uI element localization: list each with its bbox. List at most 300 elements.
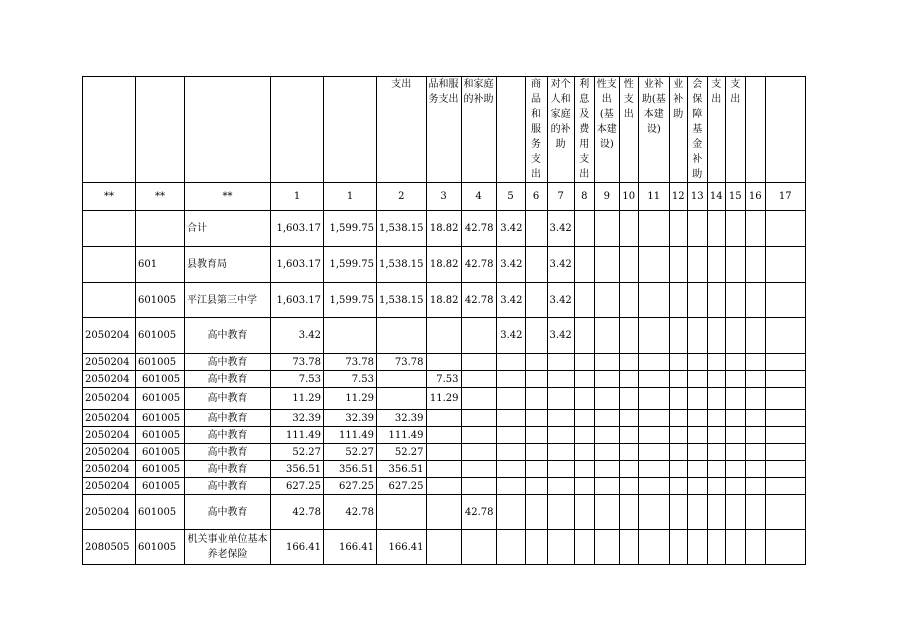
function-code: 2050204 (83, 371, 136, 388)
function-code (83, 247, 136, 283)
empty-cell (594, 211, 619, 247)
empty-cell (594, 427, 619, 444)
empty-cell (687, 388, 707, 410)
empty-cell (745, 247, 765, 283)
column-number: 15 (725, 183, 745, 211)
empty-cell (594, 247, 619, 283)
empty-cell (745, 211, 765, 247)
column-number: 1 (271, 183, 324, 211)
empty-cell (638, 283, 669, 318)
unit-code: 601005 (136, 388, 185, 410)
empty-cell (687, 495, 707, 530)
header-cell (745, 77, 765, 183)
empty-cell (765, 211, 805, 247)
empty-cell (619, 478, 638, 495)
column-number: 8 (574, 183, 594, 211)
amount-cell (525, 388, 547, 410)
empty-cell (765, 388, 805, 410)
amount-cell: 73.78 (377, 354, 427, 371)
amount-cell: 73.78 (271, 354, 324, 371)
empty-cell (707, 371, 725, 388)
empty-cell (594, 354, 619, 371)
amount-cell: 42.78 (324, 495, 377, 530)
header-cell: 商品和服务支出 (525, 77, 547, 183)
amount-cell (496, 461, 525, 478)
item-name: 合计 (185, 211, 271, 247)
header-cell (83, 77, 136, 183)
table-row (83, 318, 806, 354)
amount-cell (525, 410, 547, 427)
empty-cell (707, 283, 725, 318)
item-name: 平江县第三中学 (185, 283, 271, 318)
empty-cell (725, 410, 745, 427)
amount-cell: 356.51 (324, 461, 377, 478)
empty-cell (687, 354, 707, 371)
unit-code (136, 211, 185, 247)
amount-cell (426, 427, 461, 444)
empty-cell (745, 478, 765, 495)
amount-cell (525, 530, 547, 565)
empty-cell (725, 444, 745, 461)
amount-cell: 42.78 (271, 495, 324, 530)
empty-cell (765, 427, 805, 444)
empty-cell (594, 388, 619, 410)
empty-cell (619, 247, 638, 283)
empty-cell (619, 495, 638, 530)
amount-cell: 11.29 (271, 388, 324, 410)
table-row (83, 388, 806, 410)
amount-cell: 32.39 (377, 410, 427, 427)
empty-cell (765, 478, 805, 495)
empty-cell (638, 478, 669, 495)
function-code: 2050204 (83, 461, 136, 478)
column-number: 14 (707, 183, 725, 211)
empty-cell (707, 410, 725, 427)
header-cell: 支出 (707, 77, 725, 183)
amount-cell: 1,603.17 (271, 211, 324, 247)
empty-cell (638, 461, 669, 478)
amount-cell: 1,599.75 (324, 247, 377, 283)
table-row (83, 283, 806, 318)
empty-cell (594, 461, 619, 478)
empty-cell (707, 478, 725, 495)
amount-cell: 166.41 (377, 530, 427, 565)
column-number: 4 (461, 183, 496, 211)
empty-cell (574, 247, 594, 283)
amount-cell: 111.49 (377, 427, 427, 444)
amount-cell: 7.53 (271, 371, 324, 388)
amount-cell (547, 530, 574, 565)
empty-cell (687, 283, 707, 318)
empty-cell (574, 495, 594, 530)
empty-cell (745, 283, 765, 318)
empty-cell (707, 495, 725, 530)
column-number: ** (136, 183, 185, 211)
amount-cell (426, 410, 461, 427)
empty-cell (574, 371, 594, 388)
empty-cell (619, 461, 638, 478)
unit-code: 601005 (136, 444, 185, 461)
amount-cell: 3.42 (496, 211, 525, 247)
empty-cell (765, 371, 805, 388)
amount-cell: 52.27 (377, 444, 427, 461)
amount-cell (525, 478, 547, 495)
amount-cell (547, 388, 574, 410)
empty-cell (725, 283, 745, 318)
empty-cell (687, 211, 707, 247)
empty-cell (707, 530, 725, 565)
table-row (83, 247, 806, 283)
empty-cell (669, 530, 687, 565)
header-cell (136, 77, 185, 183)
unit-code: 601005 (136, 427, 185, 444)
empty-cell (669, 410, 687, 427)
amount-cell: 32.39 (324, 410, 377, 427)
empty-cell (725, 247, 745, 283)
empty-cell (707, 427, 725, 444)
column-number: 5 (496, 183, 525, 211)
empty-cell (574, 530, 594, 565)
empty-cell (725, 318, 745, 354)
amount-cell: 3.42 (271, 318, 324, 354)
amount-cell (461, 444, 496, 461)
unit-code: 601005 (136, 410, 185, 427)
empty-cell (687, 427, 707, 444)
column-number: 11 (638, 183, 669, 211)
empty-cell (638, 318, 669, 354)
table-row (83, 461, 806, 478)
empty-cell (765, 247, 805, 283)
empty-cell (765, 354, 805, 371)
empty-cell (669, 478, 687, 495)
function-code: 2080505 (83, 530, 136, 565)
amount-cell: 11.29 (324, 388, 377, 410)
empty-cell (619, 530, 638, 565)
empty-cell (574, 318, 594, 354)
empty-cell (745, 427, 765, 444)
empty-cell (669, 247, 687, 283)
item-name: 高中教育 (185, 354, 271, 371)
empty-cell (574, 461, 594, 478)
empty-cell (619, 354, 638, 371)
empty-cell (765, 318, 805, 354)
empty-cell (619, 211, 638, 247)
empty-cell (745, 318, 765, 354)
amount-cell (496, 354, 525, 371)
empty-cell (638, 371, 669, 388)
empty-cell (638, 427, 669, 444)
function-code: 2050204 (83, 444, 136, 461)
empty-cell (669, 371, 687, 388)
empty-cell (745, 461, 765, 478)
header-cell: 品和服务支出 (426, 77, 461, 183)
amount-cell (461, 318, 496, 354)
empty-cell (745, 495, 765, 530)
empty-cell (594, 410, 619, 427)
empty-cell (725, 530, 745, 565)
amount-cell (496, 478, 525, 495)
empty-cell (687, 478, 707, 495)
amount-cell (426, 461, 461, 478)
item-name: 高中教育 (185, 461, 271, 478)
amount-cell: 18.82 (426, 247, 461, 283)
empty-cell (619, 283, 638, 318)
amount-cell (324, 318, 377, 354)
function-code (83, 283, 136, 318)
budget-table (82, 76, 806, 565)
empty-cell (687, 444, 707, 461)
amount-cell: 18.82 (426, 283, 461, 318)
column-number: 16 (745, 183, 765, 211)
empty-cell (687, 530, 707, 565)
empty-cell (707, 388, 725, 410)
amount-cell (461, 388, 496, 410)
empty-cell (574, 354, 594, 371)
table-row (83, 354, 806, 371)
empty-cell (725, 388, 745, 410)
unit-code: 601 (136, 247, 185, 283)
amount-cell (525, 318, 547, 354)
amount-cell (525, 495, 547, 530)
amount-cell: 3.42 (496, 318, 525, 354)
header-cell (496, 77, 525, 183)
column-number: 12 (669, 183, 687, 211)
empty-cell (594, 318, 619, 354)
amount-cell: 1,603.17 (271, 283, 324, 318)
empty-cell (745, 410, 765, 427)
empty-cell (574, 427, 594, 444)
empty-cell (638, 410, 669, 427)
empty-cell (669, 318, 687, 354)
amount-cell (525, 461, 547, 478)
amount-cell (547, 410, 574, 427)
amount-cell (496, 427, 525, 444)
unit-code: 601005 (136, 371, 185, 388)
function-code: 2050204 (83, 354, 136, 371)
amount-cell: 7.53 (426, 371, 461, 388)
unit-code: 601005 (136, 495, 185, 530)
amount-cell: 7.53 (324, 371, 377, 388)
column-number-row (83, 183, 806, 211)
unit-code: 601005 (136, 530, 185, 565)
amount-cell: 11.29 (426, 388, 461, 410)
empty-cell (669, 283, 687, 318)
table-row (83, 495, 806, 530)
column-number: 2 (377, 183, 427, 211)
item-name: 机关事业单位基本养老保险 (185, 530, 271, 565)
item-name: 高中教育 (185, 371, 271, 388)
function-code: 2050204 (83, 495, 136, 530)
empty-cell (687, 371, 707, 388)
amount-cell (426, 444, 461, 461)
empty-cell (574, 211, 594, 247)
amount-cell (377, 388, 427, 410)
amount-cell: 42.78 (461, 283, 496, 318)
amount-cell: 1,599.75 (324, 211, 377, 247)
amount-cell (547, 371, 574, 388)
empty-cell (669, 388, 687, 410)
header-cell (765, 77, 805, 183)
column-number: 13 (687, 183, 707, 211)
empty-cell (669, 211, 687, 247)
unit-code: 601005 (136, 283, 185, 318)
amount-cell: 1,538.15 (377, 283, 427, 318)
amount-cell: 3.42 (547, 283, 574, 318)
empty-cell (594, 530, 619, 565)
empty-cell (638, 444, 669, 461)
function-code: 2050204 (83, 427, 136, 444)
amount-cell: 52.27 (271, 444, 324, 461)
empty-cell (707, 444, 725, 461)
amount-cell (547, 444, 574, 461)
amount-cell: 52.27 (324, 444, 377, 461)
unit-code: 601005 (136, 461, 185, 478)
column-number: ** (185, 183, 271, 211)
amount-cell (525, 354, 547, 371)
amount-cell: 627.25 (324, 478, 377, 495)
empty-cell (765, 444, 805, 461)
amount-cell (426, 354, 461, 371)
amount-cell (461, 530, 496, 565)
amount-cell (547, 478, 574, 495)
empty-cell (594, 478, 619, 495)
amount-cell: 111.49 (271, 427, 324, 444)
amount-cell: 42.78 (461, 247, 496, 283)
empty-cell (687, 318, 707, 354)
header-cell: 性支出(基本建设) (594, 77, 619, 183)
table-row (83, 211, 806, 247)
amount-cell: 627.25 (271, 478, 324, 495)
empty-cell (638, 247, 669, 283)
empty-cell (574, 444, 594, 461)
amount-cell: 1,603.17 (271, 247, 324, 283)
empty-cell (619, 388, 638, 410)
empty-cell (669, 444, 687, 461)
amount-cell (377, 371, 427, 388)
amount-cell: 356.51 (271, 461, 324, 478)
amount-cell: 3.42 (496, 283, 525, 318)
header-cell (324, 77, 377, 183)
empty-cell (707, 318, 725, 354)
empty-cell (594, 371, 619, 388)
table-row (83, 478, 806, 495)
unit-code: 601005 (136, 354, 185, 371)
empty-cell (669, 354, 687, 371)
amount-cell (547, 354, 574, 371)
table-row (83, 427, 806, 444)
amount-cell: 1,538.15 (377, 247, 427, 283)
amount-cell: 42.78 (461, 495, 496, 530)
header-cell: 和家庭的补助 (461, 77, 496, 183)
empty-cell (574, 283, 594, 318)
empty-cell (725, 211, 745, 247)
header-cell (271, 77, 324, 183)
empty-cell (707, 461, 725, 478)
unit-code: 601005 (136, 478, 185, 495)
amount-cell: 3.42 (496, 247, 525, 283)
empty-cell (669, 495, 687, 530)
amount-cell (426, 495, 461, 530)
empty-cell (745, 444, 765, 461)
amount-cell: 166.41 (271, 530, 324, 565)
table-row (83, 410, 806, 427)
amount-cell (461, 461, 496, 478)
empty-cell (638, 211, 669, 247)
item-name: 高中教育 (185, 444, 271, 461)
empty-cell (745, 388, 765, 410)
function-code: 2050204 (83, 318, 136, 354)
empty-cell (725, 371, 745, 388)
header-cell: 性支出 (619, 77, 638, 183)
empty-cell (745, 371, 765, 388)
amount-cell (525, 444, 547, 461)
amount-cell (525, 427, 547, 444)
amount-cell: 3.42 (547, 318, 574, 354)
amount-cell (496, 410, 525, 427)
empty-cell (619, 318, 638, 354)
empty-cell (725, 354, 745, 371)
empty-cell (687, 410, 707, 427)
item-name: 县教育局 (185, 247, 271, 283)
amount-cell (547, 495, 574, 530)
empty-cell (707, 211, 725, 247)
amount-cell: 1,599.75 (324, 283, 377, 318)
column-number: 10 (619, 183, 638, 211)
item-name: 高中教育 (185, 495, 271, 530)
amount-cell (426, 318, 461, 354)
amount-cell (525, 211, 547, 247)
item-name: 高中教育 (185, 318, 271, 354)
empty-cell (725, 427, 745, 444)
empty-cell (765, 461, 805, 478)
header-cell (185, 77, 271, 183)
amount-cell (547, 461, 574, 478)
empty-cell (725, 461, 745, 478)
amount-cell (547, 427, 574, 444)
empty-cell (594, 283, 619, 318)
item-name: 高中教育 (185, 478, 271, 495)
column-number: 3 (426, 183, 461, 211)
amount-cell: 73.78 (324, 354, 377, 371)
header-cell: 利息及费用支出 (574, 77, 594, 183)
header-cell: 业补助(基本建设) (638, 77, 669, 183)
amount-cell: 3.42 (547, 247, 574, 283)
table-row (83, 444, 806, 461)
column-number: 7 (547, 183, 574, 211)
amount-cell (461, 427, 496, 444)
column-number: 6 (525, 183, 547, 211)
empty-cell (594, 495, 619, 530)
empty-cell (745, 530, 765, 565)
item-name: 高中教育 (185, 410, 271, 427)
amount-cell (496, 388, 525, 410)
amount-cell: 627.25 (377, 478, 427, 495)
empty-cell (638, 388, 669, 410)
amount-cell (496, 371, 525, 388)
empty-cell (687, 461, 707, 478)
item-name: 高中教育 (185, 388, 271, 410)
empty-cell (765, 530, 805, 565)
empty-cell (619, 410, 638, 427)
column-number: 17 (765, 183, 805, 211)
empty-cell (594, 444, 619, 461)
amount-cell (525, 283, 547, 318)
header-cell: 对个人和家庭的补助 (547, 77, 574, 183)
empty-cell (638, 495, 669, 530)
amount-cell: 42.78 (461, 211, 496, 247)
amount-cell (377, 495, 427, 530)
header-cell: 支出 (725, 77, 745, 183)
